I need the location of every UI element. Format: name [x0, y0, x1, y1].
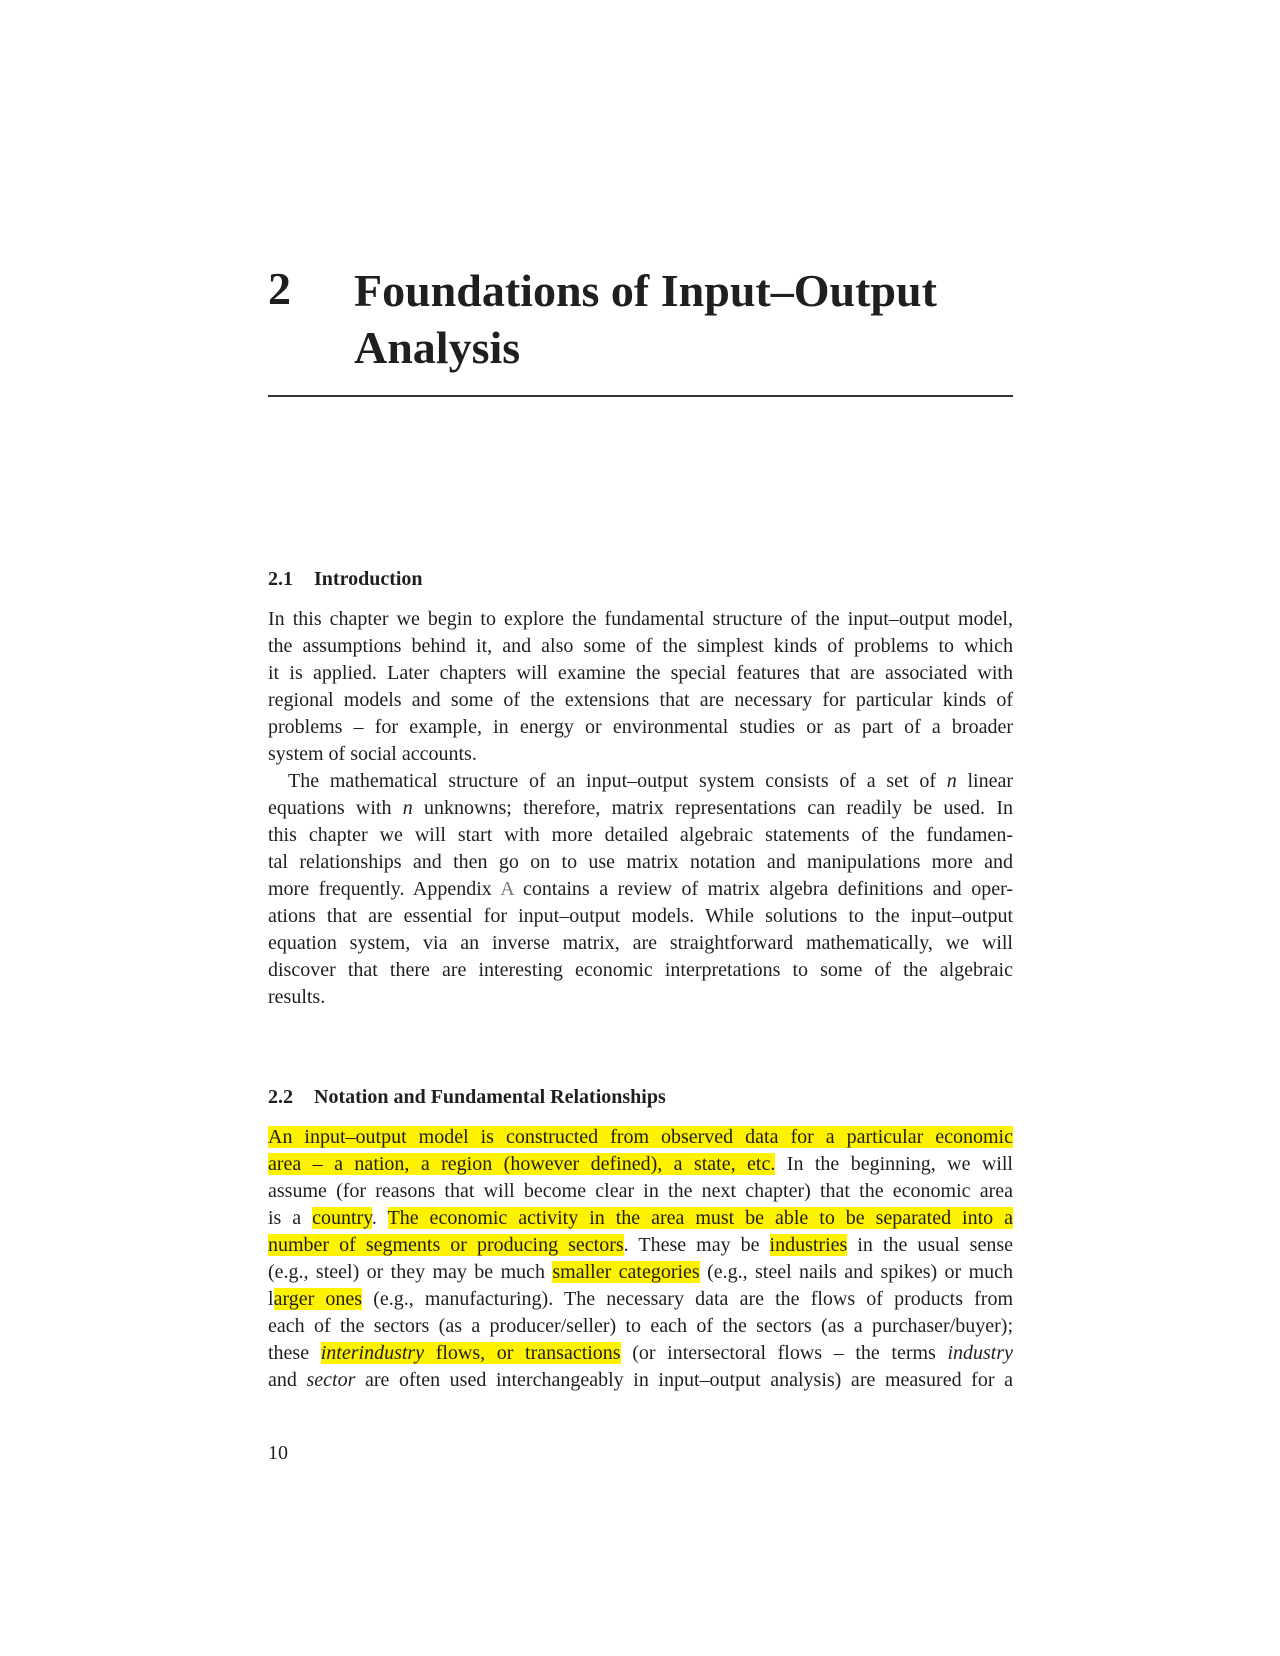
- text-line: [268, 1124, 1013, 1151]
- text-line: more frequently. Appendix A contains a review of matrix algebra definitions and oper-: [268, 878, 1013, 900]
- variable-n: n: [946, 770, 957, 792]
- section-number: 2.1: [268, 568, 293, 590]
- section-number: 2.2: [268, 1086, 293, 1108]
- highlight[interactable]: industries: [769, 1234, 848, 1256]
- text-line: larger ones (e.g., manufacturing). The necessary data are the flows of products from: [268, 1288, 1013, 1310]
- section-title: Introduction: [314, 568, 423, 590]
- section-heading-introduction: [268, 568, 423, 591]
- text-line: (e.g., steel) or they may be much smaller categories (e.g., steel nails and spikes) or much: [268, 1261, 1014, 1283]
- text-line: ations that are essential for input–output models. While solutions to the input–output: [268, 905, 1013, 927]
- text-line: equation system, via an inverse matrix, are straightforward mathematically, we will: [268, 932, 1013, 954]
- introduction-paragraph-1: [268, 606, 1013, 768]
- notation-paragraph: [268, 1124, 1013, 1394]
- text-line: assume (for reasons that will become clear in the next chapter) that the economic area: [268, 1180, 1013, 1202]
- section-title: Notation and Fundamental Relationships: [314, 1086, 666, 1108]
- text-line: discover that there are interesting economic interpretations to some of the algebraic: [268, 959, 1013, 981]
- text-line: tal relationships and then go on to use matrix notation and manipulations more and: [268, 851, 1013, 873]
- text-line: equations with n unknowns; therefore, matrix representations can readily be used. In: [268, 797, 1014, 819]
- introduction-paragraph-2: [268, 768, 1013, 1011]
- text-line: it is applied. Later chapters will examine the special features that are associated with: [268, 662, 1013, 684]
- text-line: the assumptions behind it, and also some of the simplest kinds of problems to which: [268, 635, 1013, 657]
- text-line: area – a nation, a region (however defined), a state, etc. In the beginning, we will: [268, 1153, 1013, 1175]
- text-line: is a country. The economic activity in the area must be able to be separated into a: [268, 1207, 1013, 1229]
- chapter-rule: [268, 395, 1013, 397]
- page-number: 10: [268, 1442, 288, 1464]
- highlight[interactable]: An input–output model is constructed from observed data for a particular economic: [268, 1126, 1013, 1148]
- chapter-title: [354, 262, 1014, 376]
- text-line: number of segments or producing sectors. These may be industries in the usual sense: [268, 1234, 1013, 1256]
- chapter-title-line-1: Foundations of Input–Output: [354, 265, 937, 316]
- highlight[interactable]: interindustry flows, or transactions: [320, 1342, 621, 1364]
- text-line: The mathematical structure of an input–output system consists of a set of n linear: [288, 770, 1013, 792]
- section-heading-notation: [268, 1086, 666, 1109]
- highlight[interactable]: area – a nation, a region (however defined), a state, etc.: [268, 1153, 776, 1175]
- text-line: this chapter we will start with more detailed algebraic statements of the fundamen-: [268, 824, 1013, 846]
- text-line: regional models and some of the extensions that are necessary for particular kinds of: [268, 689, 1013, 711]
- highlight[interactable]: smaller categories: [552, 1261, 700, 1283]
- text-line: these interindustry flows, or transactions (or intersectoral flows – the terms industry: [268, 1342, 1014, 1364]
- text-line: problems – for example, in energy or environmental studies or as part of a broader: [268, 716, 1013, 738]
- text-line: each of the sectors (as a producer/seller) to each of the sectors (as a purchaser/buyer);: [268, 1315, 1013, 1337]
- chapter-number: 2: [268, 263, 291, 314]
- text-line: system of social accounts.: [268, 743, 477, 765]
- text-line: results.: [268, 986, 326, 1008]
- highlight[interactable]: country: [312, 1207, 372, 1229]
- text-line: and sector are often used interchangeably in input–output analysis) are measured for a: [268, 1369, 1013, 1391]
- text-line: In this chapter we begin to explore the fundamental structure of the input–output model,: [268, 608, 1013, 630]
- chapter-title-line-2: Analysis: [354, 322, 521, 373]
- highlight[interactable]: arger ones: [273, 1288, 363, 1310]
- highlight[interactable]: The economic activity in the area must be able to be separated into a: [387, 1207, 1013, 1229]
- variable-n: n: [402, 797, 413, 819]
- appendix-a-link[interactable]: A: [500, 878, 514, 900]
- highlight[interactable]: number of segments or producing sectors: [268, 1234, 624, 1256]
